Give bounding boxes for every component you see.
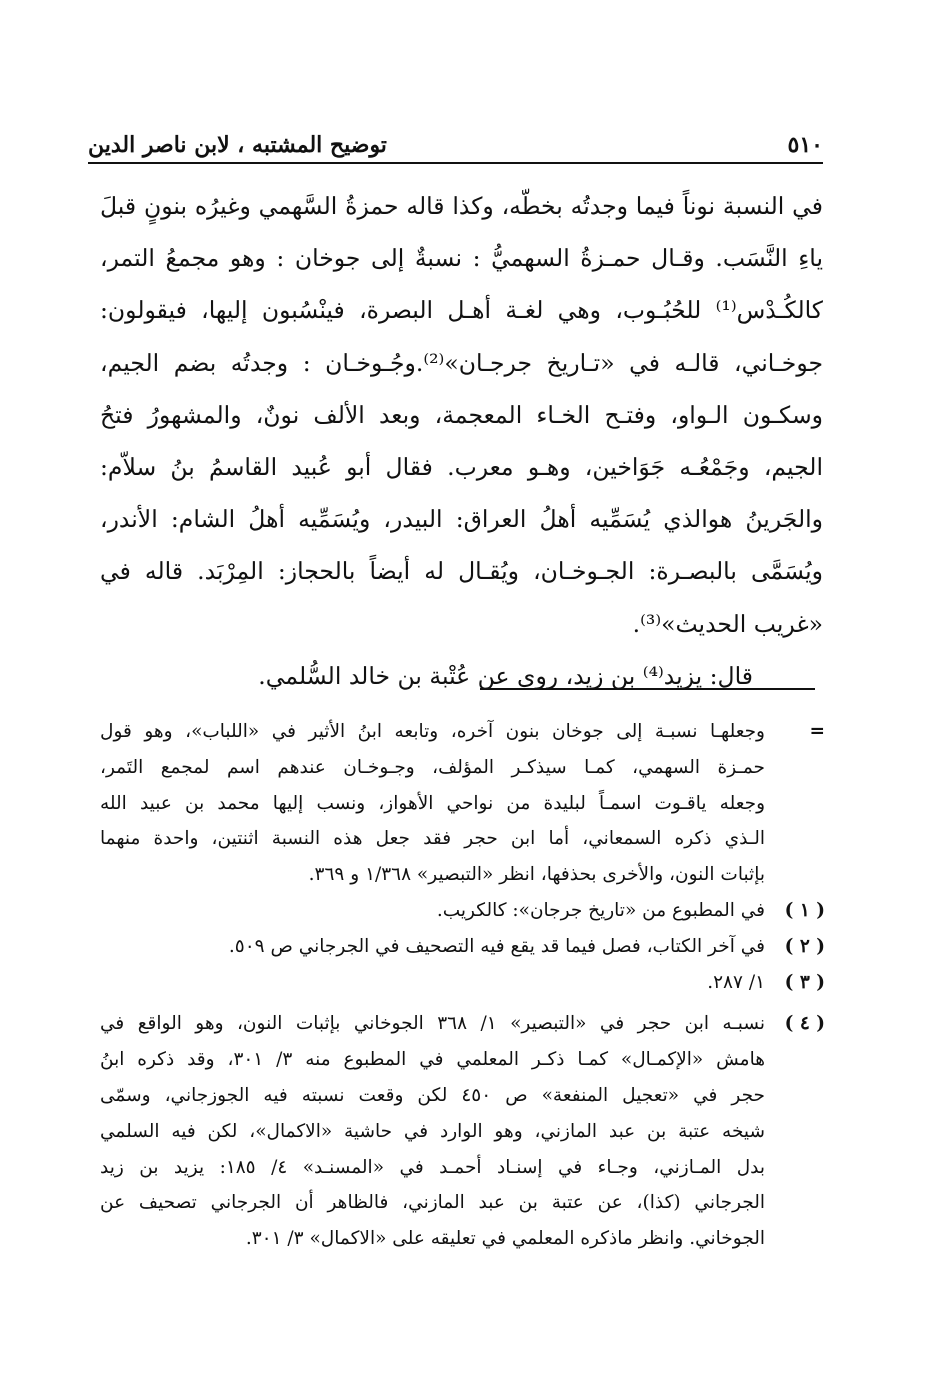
footnote-mark: ( ٢ ) <box>784 935 825 957</box>
footnote-line: الجرجاني (كذا)، عن عتبة بن عبد المازني، فالظاهر أن الجرجاني تصحيف عن <box>100 1192 765 1214</box>
text-line: جوخـاني، قالـه في «تـاريخ جرجـان»⁽²⁾.وجُـوخـان : وجدتُه بضم الجيم، <box>100 348 823 377</box>
footnote-line: حمـزة السهمي، كمـا سيذكـر المؤلف، وجـوخـان عندهم اسم لمجمع التَمر، <box>100 756 765 778</box>
footnote-mark: = <box>809 721 825 742</box>
footnote-line: وجعلهـا نسبـة إلى جوخان بنون آخره، وتابعه ابنُ الأثير في «اللباب»، وهو قول <box>100 721 765 742</box>
footnote-mark: ( ٣ ) <box>784 971 825 993</box>
page-header <box>88 118 823 158</box>
footnote-line: بدل المـازني، وجـاء في إسنـاد أحمـد في «المسنـد» ٤/ ١٨٥: يزيد بن زيد <box>100 1156 765 1178</box>
text-line: وسكـون الـواو، وفتـح الخـاء المعجمة، وبعد الألف نونٌ، والمشهورُ فتحُ <box>100 400 823 429</box>
footnote-2 <box>100 929 825 965</box>
footnote-line: شيخه عتبة بن عبد المازني، وهو الوارد في حاشية «الاكمال»، لكن فيه السلمي <box>100 1120 765 1142</box>
footnote-line: ١/ ٢٨٧. <box>707 971 765 993</box>
footnote-mark: ( ٤ ) <box>784 1013 825 1035</box>
text-line: ويُسَمَّى بالبصـرة: الجـوخـان، ويُقـال له أيضاً بالحجاز: المِرْبَد. قاله في <box>100 557 823 586</box>
footnote-line: هامش «الإكمـال» كمـا ذكـر المعلمي في المطبوع منه ٣/ ٣٠١، وقد ذكره ابنُ <box>100 1049 765 1071</box>
text-line: قال: يزيد⁽⁴⁾ بن زيد، روى عن عُتْبة بن خالد السُّلمي. <box>258 661 753 690</box>
footnote-line: في آخر الكتاب، فصل فيما قد يقع فيه التصحيف في الجرجاني ص ٥٠٩. <box>228 935 765 957</box>
text-line: والجَرينُ هوالذي يُسَمِّيه أهلُ العراق: البيدر، ويُسَمِّيه أهلُ الشام: الأندر، <box>100 505 823 534</box>
footnote-line: وجعله ياقـوت اسمـاً لبليدة من نواحي الأهواز، ونسب إليها محمد بن عبيد الله <box>100 792 765 814</box>
footnote-line: الـذي ذكره السمعاني، أما ابن حجر فقد جعل هذه النسبة اثنتين، واحدة منهما <box>100 828 765 850</box>
running-title: توضيح المشتبه ، لابن ناصر الدين <box>88 132 387 158</box>
footnote-separator <box>480 688 815 690</box>
footnote-line: في المطبوع من «تاريخ جرجان»: كالكريب. <box>436 899 765 921</box>
text-line: الجيم، وجَمْعُـه جَوَاخين، وهـو معرب. فقال أبو عُبيد القاسمُ بنُ سلاّم: <box>100 453 823 482</box>
text-line: كالكُـدْس⁽¹⁾ للحُبُـوب، وهي لغـة أهـل البصرة، فينْسُبون إليها، فيقولون: <box>100 296 823 325</box>
footnote-4 <box>100 1006 825 1257</box>
footnote-line: الجوخاني. وانظر ماذكره المعلمي في تعليقه على «الاكمال» ٣/ ٣٠١. <box>245 1228 765 1250</box>
page-number: ٥١٠ <box>787 132 823 158</box>
footnote-3 <box>100 965 825 1001</box>
footnote-continuation <box>100 714 825 893</box>
text-line: «غريب الحديث»⁽³⁾. <box>632 609 823 638</box>
footnote-1 <box>100 893 825 929</box>
footnotes <box>100 714 825 1257</box>
header-rule <box>88 162 823 164</box>
footnote-line: حجر في «تعجيل المنفعة» ص ٤٥٠ لكن وقعت نسبته فيه الجوزجاني، وسمّى <box>100 1084 765 1106</box>
footnote-mark: ( ١ ) <box>784 899 825 921</box>
text-line: ياءِ النَّسَب. وقـال حمـزةُ السهميُّ : نسبةٌ إلى جوخان : وهو مجمعُ التمر، <box>100 244 823 273</box>
main-text <box>100 180 823 702</box>
text-line: في النسبة نوناً فيما وجدتُه بخطّه، وكذا قاله حمزةُ السَّهمي وغيرُه بنونٍ قبلَ <box>100 192 823 220</box>
footnote-line: بإثبات النون، والأخرى بحذفها، انظر «التبصير» ١/٣٦٨ و ٣٦٩. <box>308 864 765 886</box>
footnote-line: نسبـه ابن حجر في «التبصير» ١/ ٣٦٨ الجوخاني بإثبات النون، وهو الواقع في <box>100 1013 765 1035</box>
